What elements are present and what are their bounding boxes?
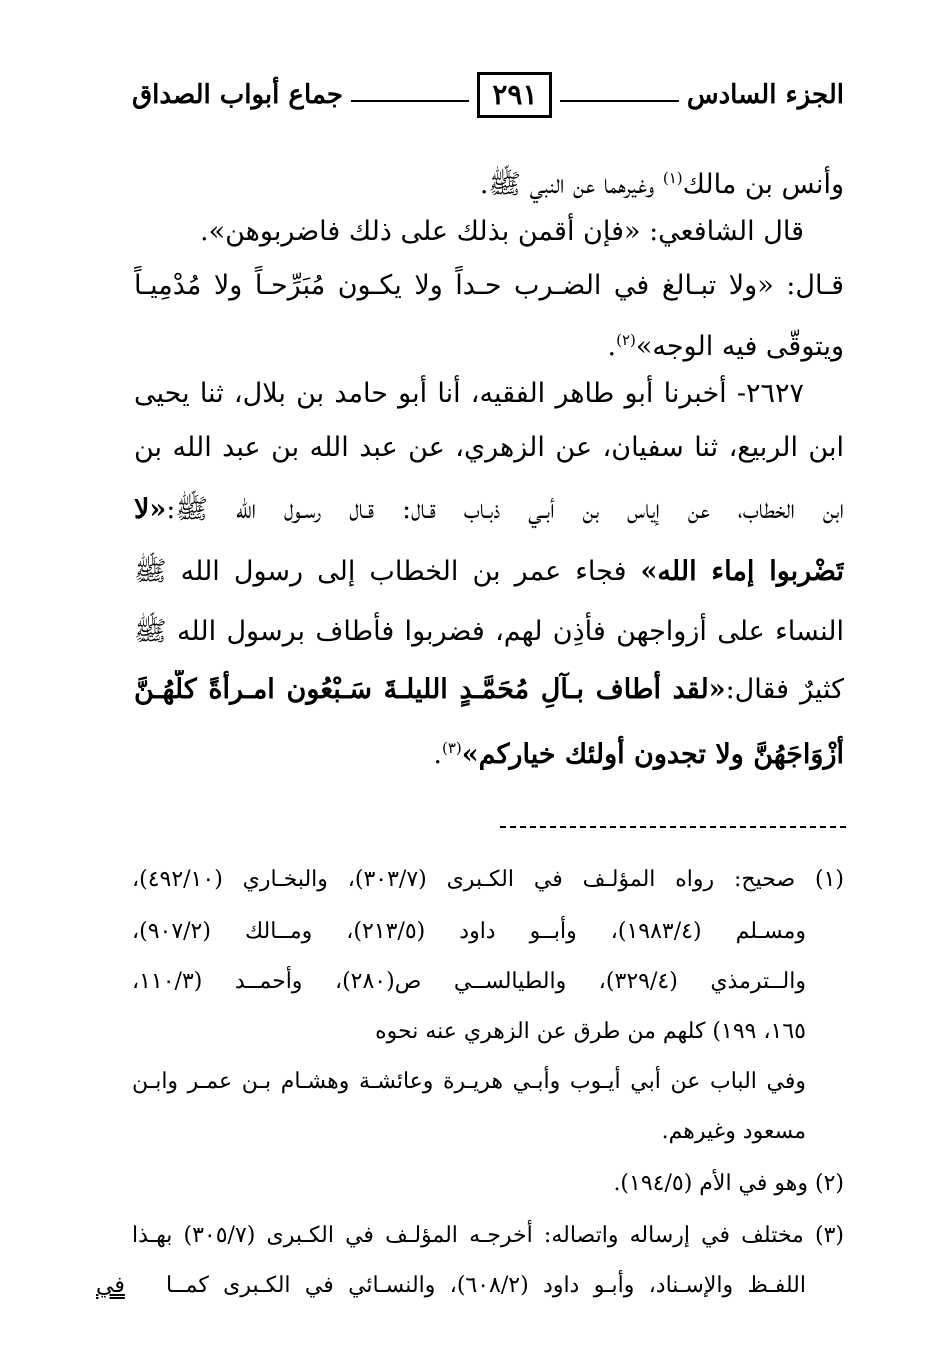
footnote-ref: (٣) bbox=[441, 739, 462, 757]
body-line: ابن الخطاب، عن إياس بن أبـي ذبـاب قـال: قـال رسـول الله ﷺ:«لا bbox=[134, 494, 844, 525]
page-number: ٢٩١ bbox=[477, 72, 552, 118]
hadith-quote: تَضْربوا إماء الله» bbox=[640, 556, 844, 587]
footnote-ref: (١) bbox=[662, 169, 683, 187]
header-rule-right bbox=[560, 100, 678, 102]
running-header bbox=[132, 70, 844, 120]
body-line: ويتوقّى فيه الوجه»$^{(٢)}$. bbox=[607, 331, 844, 362]
body-line: قال الشافعي: «فإن أقمن بذلك على ذلك فاضربوهن». bbox=[200, 216, 804, 247]
footnote-line: (١) صحيح: رواه المؤلـف في الكـبرى (٣٠٣/٧)، والبخـاري (٤٩٢/١٠)، bbox=[132, 867, 844, 892]
hadith-quote: أزْوَاجَهُنَّ ولا تجدون أولئك خياركم» bbox=[461, 739, 844, 770]
hadith-number-line: ٢٦٢٧- أخبرنا أبو طاهر الفقيه، أنا أبو حامد بن بلال، ثنا يحيى bbox=[134, 378, 804, 409]
footnote-line: ومسـلم (١٩٨٣/٤)، وأبــو داود (٢١٣/٥)، ومــالك (٩٠٧/٢)، bbox=[132, 919, 806, 944]
footnote-continuation-word: في bbox=[96, 1273, 125, 1298]
body-line: كثيرٌ فقال:«لقد أطاف بـآلِ مُحَمَّـدٍ الليلـةَ سَـبْعُون امـرأةً كلُّهُـنَّ bbox=[134, 670, 844, 710]
hadith-quote: «لقد أطاف بـآلِ مُحَمَّـدٍ الليلـةَ سَـبْعُون امـرأةً كلُّهُـنَّ bbox=[134, 674, 726, 705]
footnote-separator bbox=[500, 826, 846, 828]
header-rule-left bbox=[351, 100, 469, 102]
footnote-line: وفي الباب عن أبي أيـوب وأبـي هريـرة وعائشـة وهشـام بـن عمـر وابـن bbox=[132, 1069, 806, 1094]
footnote-line: (٢) وهو في الأم (١٩٤/٥). bbox=[613, 1171, 844, 1196]
footnote-line: ١٦٥، ١٩٩) كلهم من طرق عن الزهري عنه نحوه bbox=[375, 1019, 806, 1044]
body-line: النساء على أزواجهن فأذِن لهم، فضربوا فأطاف برسول الله ﷺ bbox=[134, 616, 844, 647]
body-line: أزْوَاجَهُنَّ ولا تجدون أولئك خياركم»$^{(٣)}$. bbox=[433, 739, 844, 770]
footnote-line: (٣) مختلف في إرساله واتصاله: أخرجـه المؤلـف في الكـبرى (٣٠٥/٧) بهـذا bbox=[132, 1223, 844, 1248]
footnote-ref: (٢) bbox=[616, 331, 636, 349]
volume-label: الجزء السادس bbox=[686, 80, 844, 110]
footnote-line: مسعود وغيرهم. bbox=[661, 1119, 806, 1144]
body-line: قـال: «ولا تبـالغ في الضـرب حـداً ولا يكـون مُبَرِّحـاً ولا مُدْمِيـاً bbox=[134, 270, 844, 301]
body-line: وأنس بن مالك$^{(١)}$ وغيرهما عن النبي ﷺ. bbox=[479, 169, 844, 200]
footnote-line: والــترمذي (٣٢٩/٤)، والطيالســي ص(٢٨٠)، وأحمــد (١١٠/٣، bbox=[132, 969, 806, 994]
body-line: تَضْربوا إماء الله» فجاء عمر بن الخطاب إلى رسول الله ﷺ bbox=[134, 556, 844, 587]
chapter-title: جماع أبواب الصداق bbox=[132, 80, 343, 110]
body-line: ابن الربيع، ثنا سفيان، عن الزهري، عن عبد الله بن عبد الله بن bbox=[134, 432, 844, 463]
footnote-line: اللفـظ والإسـناد، وأبـو داود (٦٠٨/٢)، والنسـائي في الكـبرى كمــا bbox=[166, 1273, 806, 1298]
